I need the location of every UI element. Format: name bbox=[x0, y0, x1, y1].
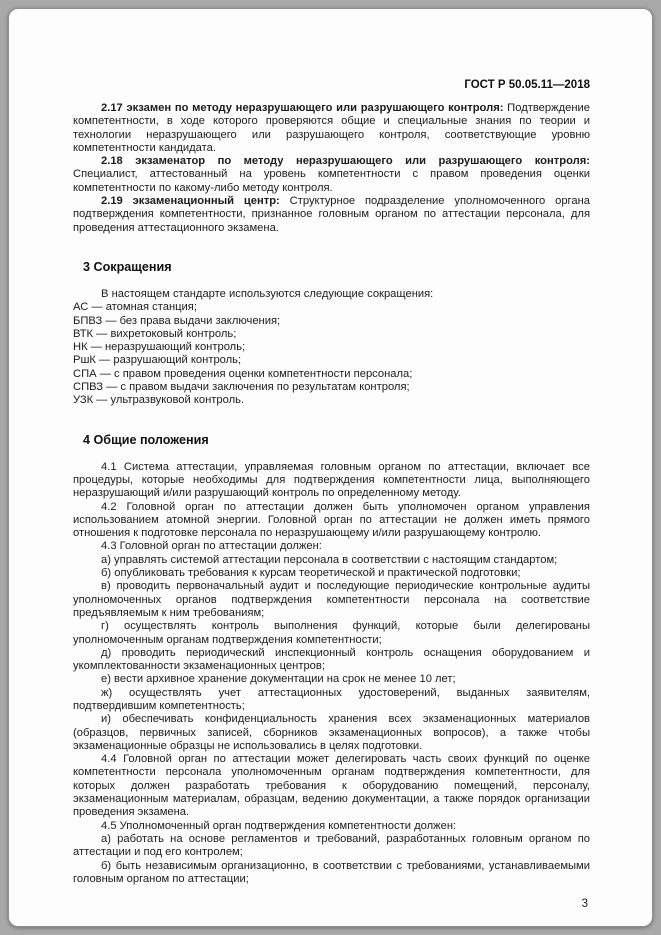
document-page bbox=[8, 8, 653, 927]
term-body: Структурное подразделение уполномоченного органа подтверждения компетентности, признанное головным органом по аттестации персонала, для проведения аттестационного экзамена. bbox=[73, 195, 591, 234]
list-item-d: д) проводить периодический инспекционный контроль оснащения оборудованием и укомплектованности экзаменационных центров; bbox=[73, 646, 590, 673]
list-item-i: и) обеспечивать конфиденциальность хранения всех экзаменационных материалов (образцов, первичных записей, сборников экзаменационных вопросов), а также чтобы экзаменационные образцы не использовались в целях подготовки. bbox=[73, 713, 590, 752]
paragraph-4-1: 4.1 Система аттестации, управляемая головным органом по аттестации, включает все процедуры, которые необходимы для подтверждения компетентности лица, выполняющего неразрушающий и/или разрушающий контроль по определенному методу. bbox=[73, 460, 590, 500]
term-paragraph bbox=[73, 102, 590, 155]
abbreviation-item: АС — атомная станция; bbox=[73, 301, 197, 314]
abbreviation-item: УЗК — ультразвуковой контроль. bbox=[73, 394, 245, 407]
term-body: Подтверждение компетентности, в ходе которого проверяются общие и специальные знания по теории и технологии неразрушающего или разрушающего контроля, соответствующие уровню компетентности кандидата. bbox=[73, 102, 590, 154]
term-paragraph bbox=[73, 155, 590, 195]
abbreviation-item: СПА — с правом проведения оценки компетентности персонала; bbox=[73, 367, 413, 380]
list-item-b2: б) быть независимым организационно, в соответствии с требованиями, устанавливаемыми головным органом по аттестации; bbox=[73, 859, 590, 885]
term-lead: 2.17 экзамен по методу неразрушающего или разрушающего контроля: bbox=[101, 102, 504, 114]
term-lead: 2.18 экзаменатор по методу неразрушающего или разрушающего контроля: bbox=[101, 155, 590, 168]
abbreviation-item: ВТК — вихретоковый контроль; bbox=[73, 327, 237, 340]
paragraph-4-2: 4.2 Головной орган по аттестации должен быть уполномочен органом управления использованием атомной энергии. Головной орган по аттестации не должен иметь прямого отношения к подготовке персонала по неразрушающему и/или разрушающему контролю. bbox=[73, 500, 590, 540]
list-item-e: е) вести архивное хранение документации на срок не менее 10 лет; bbox=[101, 673, 456, 686]
section-heading-abbreviations: 3 Сокращения bbox=[83, 259, 172, 274]
term-lead: 2.19 экзаменационный центр: bbox=[101, 195, 280, 208]
list-item-g: г) осуществлять контроль выполнения функций, которые были делегированы уполномоченным органам подтверждения компетентности; bbox=[73, 620, 590, 646]
paragraph-4-3: 4.3 Головной орган по аттестации должен: bbox=[101, 540, 322, 553]
list-item-b: б) опубликовать требования к курсам теоретической и практической подготовки; bbox=[101, 567, 521, 580]
abbreviations-intro: В настоящем стандарте используются следующие сокращения: bbox=[101, 287, 434, 300]
paragraph-4-4: 4.4 Головной орган по аттестации может делегировать часть своих функций по оценке компетентности персонала уполномоченным органам подтверждения компетентности, для которых должен разработать требования к оборудованию помещений, персоналу, экзаменационным материалам, образцам, ведению документации, а также порядок организации проведения экзамена. bbox=[73, 753, 590, 819]
list-item-v: в) проводить первоначальный аудит и последующие периодические контрольные аудиты уполномоченных органов подтверждения компетентности персонала на соответствие предъявляемым к ним требованиям; bbox=[73, 580, 590, 619]
abbreviation-item: РшК — разрушающий контроль; bbox=[73, 354, 242, 367]
document-number: ГОСТ Р 50.05.11—2018 bbox=[464, 79, 590, 91]
list-item-zh: ж) осуществлять учет аттестационных удостоверений, выданных заявителям, подтвердившим компетентность; bbox=[73, 686, 590, 712]
abbreviation-item: БПВЗ — без права выдачи заключения; bbox=[73, 314, 281, 327]
term-paragraph bbox=[73, 195, 590, 235]
list-item-a2: а) работать на основе регламентов и требований, разработанных головным органом по аттестации и под его контролем; bbox=[73, 832, 590, 859]
term-body: Специалист, аттестованный на уровень компетентности с правом проведения оценки компетентности по какому-либо методу контроля. bbox=[73, 168, 590, 194]
section-heading-general: 4 Общие положения bbox=[83, 432, 209, 447]
paragraph-4-5: 4.5 Уполномоченный орган подтверждения компетентности должен: bbox=[101, 819, 457, 832]
list-item-a: а) управлять системой аттестации персонала в соответствии с настоящим стандартом; bbox=[101, 553, 558, 566]
abbreviation-item: СПВЗ — с правом выдачи заключения по результатам контроля; bbox=[73, 381, 410, 394]
page-number: 3 bbox=[581, 898, 588, 911]
abbreviation-item: НК — неразрушающий контроль; bbox=[73, 341, 246, 354]
